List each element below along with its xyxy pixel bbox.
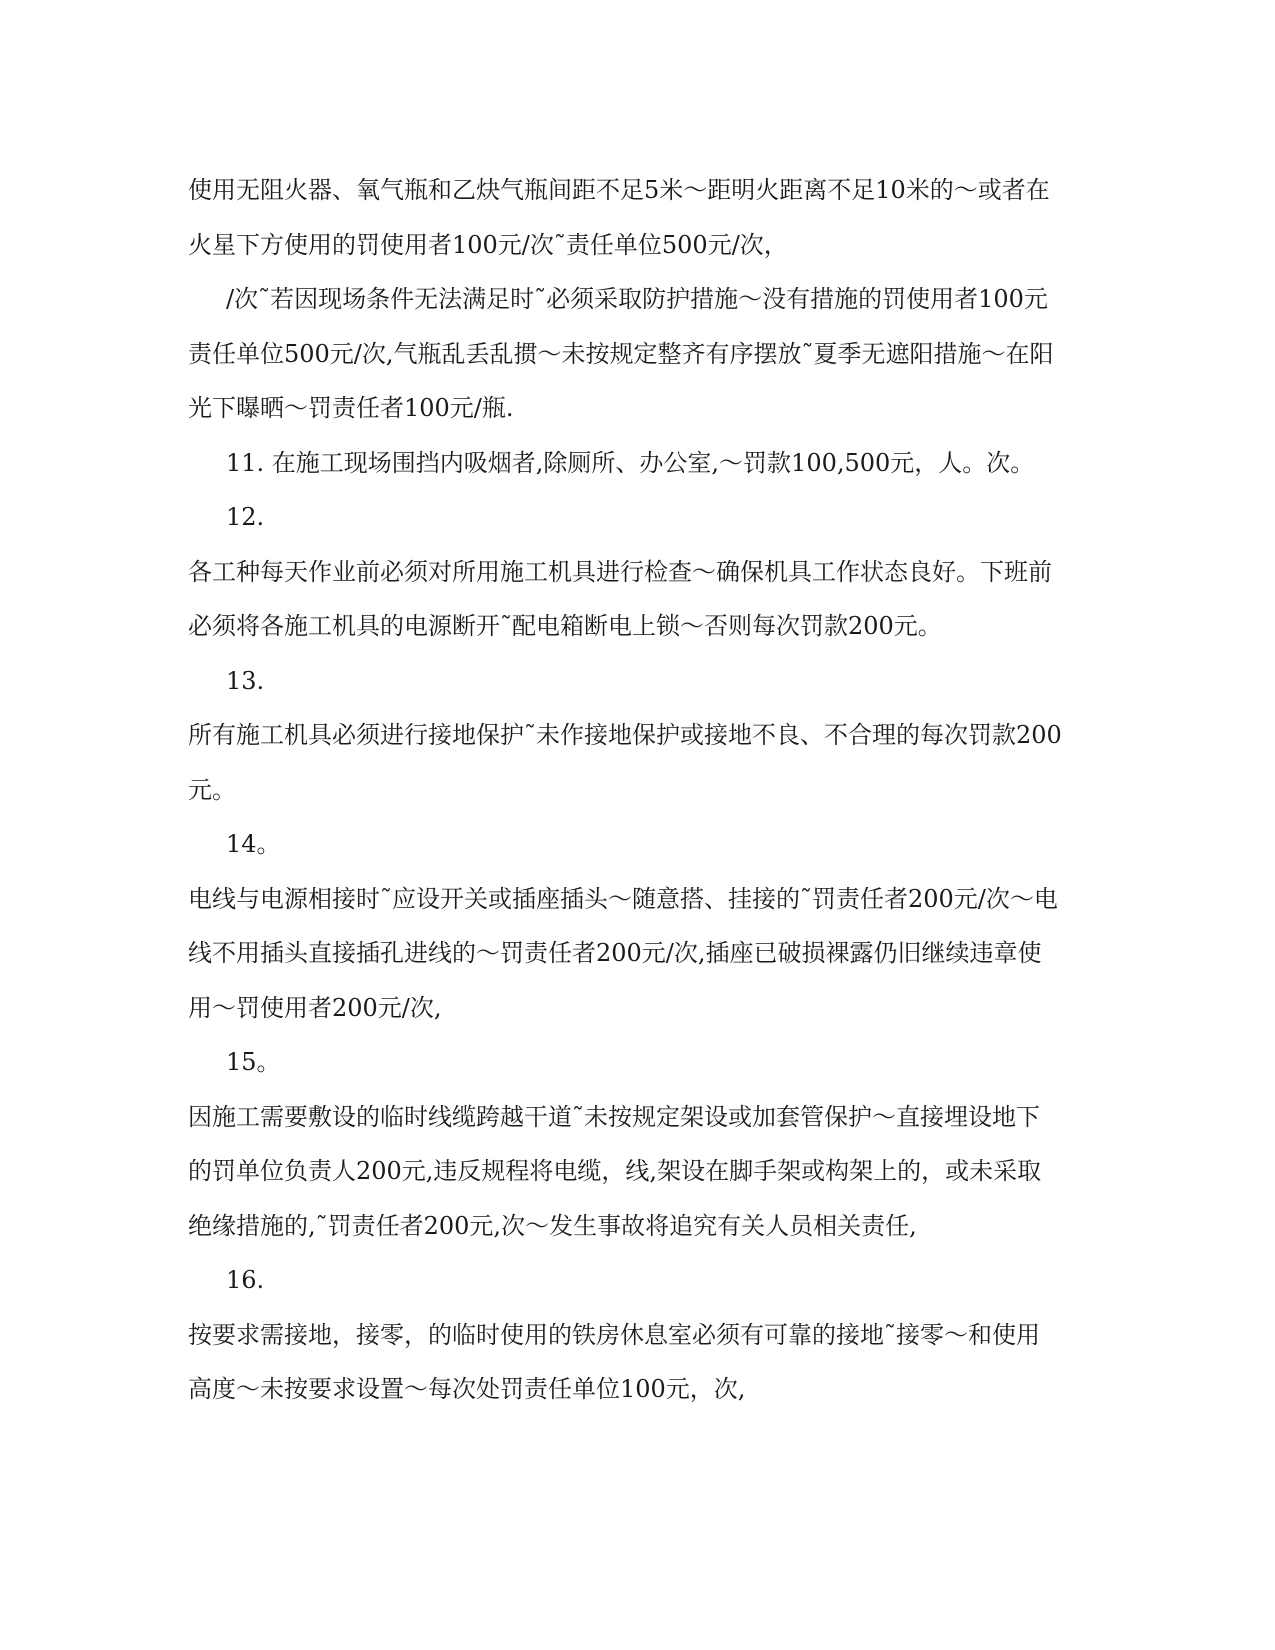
- text-line: 高度～未按要求设置～每次处罚责任单位100元，次,: [188, 1375, 746, 1403]
- text-line: 责任单位500元/次,气瓶乱丢乱掼～未按规定整齐有序摆放˜夏季无遮阳措施～在阳: [188, 339, 1054, 368]
- text-line: 元。: [188, 775, 236, 804]
- text-line: 的罚单位负责人200元,违反规程将电缆，线,架设在脚手架或构架上的，或未采取: [188, 1157, 1042, 1185]
- text-line: 12.: [226, 503, 265, 531]
- text-line: 按要求需接地，接零，的临时使用的铁房休息室必须有可靠的接地˜接零～和使用: [188, 1320, 1040, 1349]
- text-line: 线不用插头直接插孔进线的～罚责任者200元/次,插座已破损裸露仍旧继续违章使: [188, 939, 1042, 967]
- document-body: [188, 163, 1088, 1417]
- text-line: 绝缘措施的,˜罚责任者200元,次～发生事故将追究有关人员相关责任,: [188, 1211, 917, 1240]
- text-line: 所有施工机具必须进行接地保护˜未作接地保护或接地不良、不合理的每次罚款200: [188, 721, 1062, 749]
- text-line: 必须将各施工机具的电源断开˜配电箱断电上锁～否则每次罚款200元。: [188, 612, 942, 640]
- text-line: /次˜若因现场条件无法满足时˜必须采取防护措施～没有措施的罚使用者100元: [226, 285, 1048, 313]
- text-line: 15。: [226, 1048, 281, 1076]
- text-line: 13.: [226, 666, 265, 695]
- text-line: 使用无阻火器、氧气瓶和乙炔气瓶间距不足5米～距明火距离不足10米的～或者在: [188, 176, 1050, 204]
- text-line: 11. 在施工现场围挡内吸烟者,除厕所、办公室,～罚款100,500元，人。次。: [226, 448, 1035, 477]
- text-line: 14。: [226, 830, 281, 858]
- text-line: 因施工需要敷设的临时线缆跨越干道˜未按规定架设或加套管保护～直接埋设地下: [188, 1102, 1040, 1131]
- text-line: 光下曝晒～罚责任者100元/瓶.: [188, 394, 514, 422]
- text-line: 电线与电源相接时˜应设开关或插座插头～随意搭、挂接的˜罚责任者200元/次～电: [188, 884, 1058, 913]
- text-line: 火星下方使用的罚使用者100元/次˜责任单位500元/次，: [188, 230, 788, 259]
- text-line: 各工种每天作业前必须对所用施工机具进行检查～确保机具工作状态良好。下班前: [188, 557, 1052, 586]
- text-line: 用～罚使用者200元/次,: [188, 993, 442, 1022]
- text-line: 16.: [226, 1266, 265, 1294]
